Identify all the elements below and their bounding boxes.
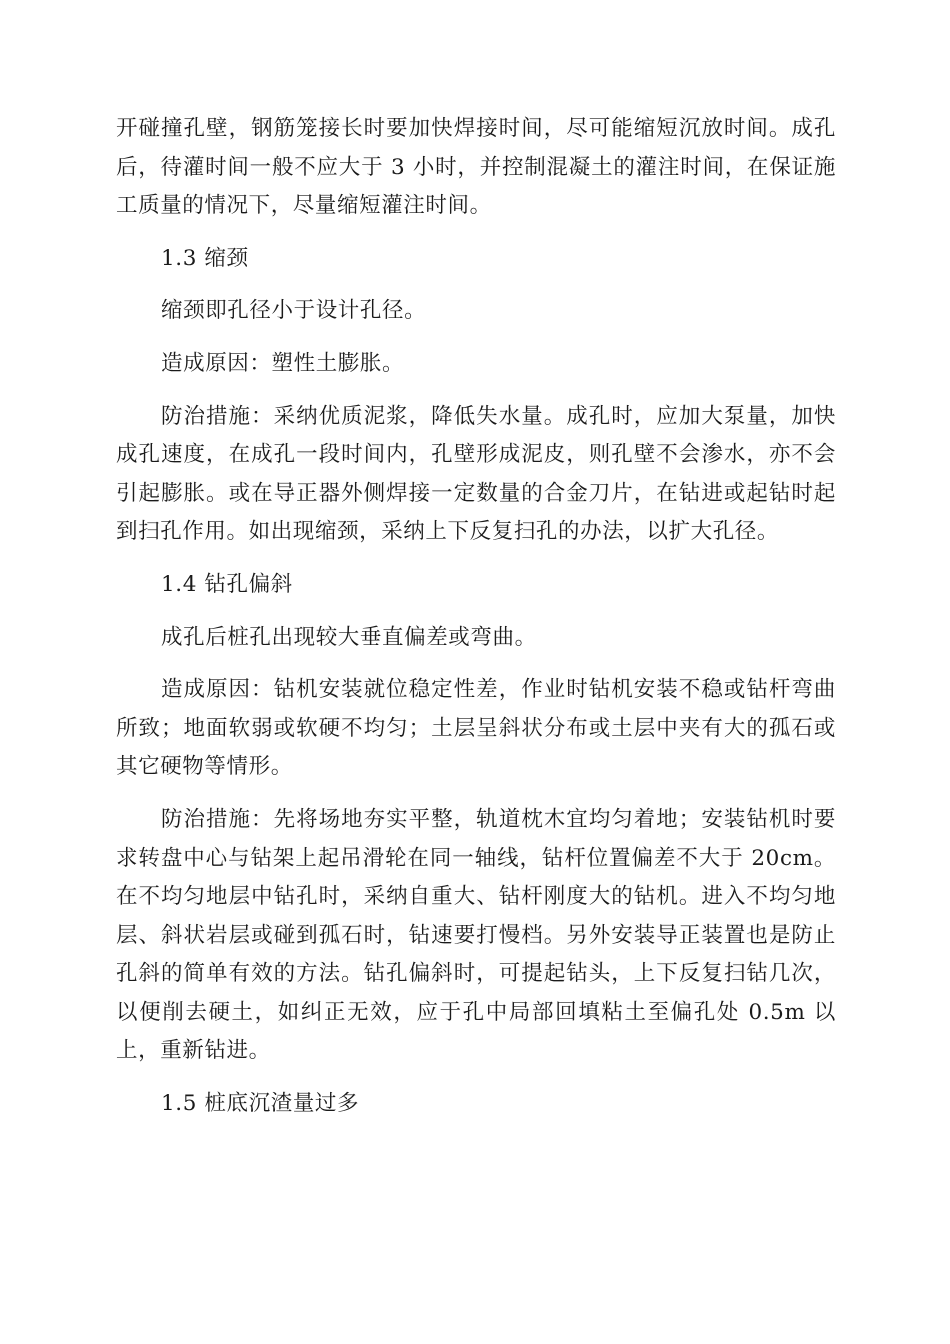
section-heading-1-3: 1.3 缩颈 [161, 245, 249, 271]
section-heading-1-5: 1.5 桩底沉渣量过多 [161, 1091, 360, 1117]
section-heading-1-4: 1.4 钻孔偏斜 [161, 571, 293, 597]
paragraph-prevention: 防治措施：采纳优质泥浆，降低失水量。成孔时，应加大泵量，加快成孔速度，在成孔一段时间内，孔壁形成泥皮，则孔壁不会渗水，亦不会引起膨胀。或在导正器外侧焊接一定数量的合金刀片，在钻进或起钻时起到扫孔作用。如出现缩颈，采纳上下反复扫孔的办法，以扩大孔径。 [116, 403, 836, 545]
paragraph-continuation: 开碰撞孔壁，钢筋笼接长时要加快焊接时间，尽可能缩短沉放时间。成孔后，待灌时间一般不应大于 3 小时，并控制混凝土的灌注时间，在保证施工质量的情况下，尽量缩短灌注时间。 [116, 116, 836, 219]
document-body [116, 110, 836, 1138]
paragraph-definition: 成孔后桩孔出现较大垂直偏差或弯曲。 [161, 624, 537, 650]
paragraph-cause: 造成原因：钻机安装就位稳定性差，作业时钻机安装不稳或钻杆弯曲所致；地面软弱或软硬不均匀；土层呈斜状分布或土层中夹有大的孤石或其它硬物等情形。 [116, 677, 836, 780]
paragraph-prevention: 防治措施：先将场地夯实平整，轨道枕木宜均匀着地；安装钻机时要求转盘中心与钻架上起吊滑轮在同一轴线，钻杆位置偏差不大于 20cm。在不均匀地层中钻孔时，采纳自重大、钻杆刚度大的钻机。进入不均匀地层、斜状岩层或碰到孤石时，钻速要打慢档。另外安装导正装置也是防止孔斜的简单有效的方法。钻孔偏斜时，可提起钻头，上下反复扫钻几次，以便削去硬土，如纠正无效，应于孔中局部回填粘土至偏孔处 0.5m 以上，重新钻进。 [116, 806, 836, 1064]
paragraph-definition: 缩颈即孔径小于设计孔径。 [161, 298, 427, 324]
paragraph-cause: 造成原因：塑性土膨胀。 [161, 350, 405, 376]
